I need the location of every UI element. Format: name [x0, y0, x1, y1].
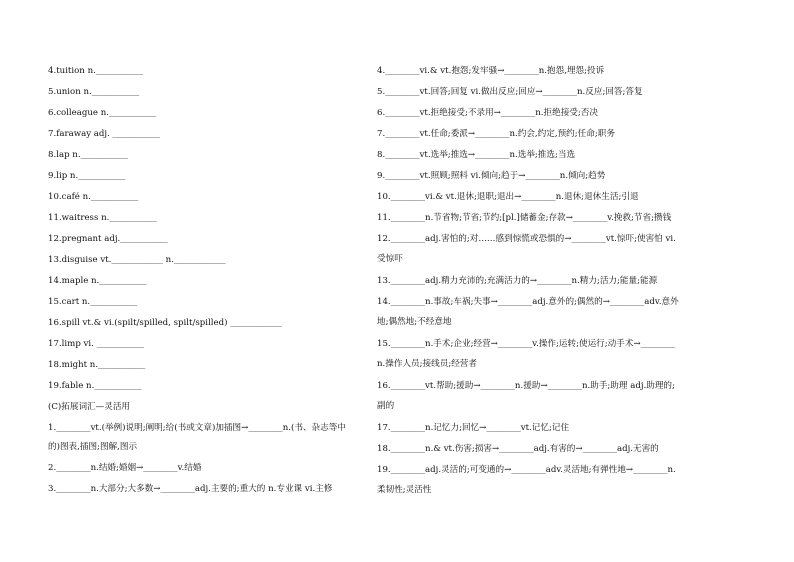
expand-item-r19: 19.________adj.灵活的;可变通的→________adv.灵活地;有弹性地→________n. — [377, 465, 676, 475]
vocab-item-10: 10.café n.___________ — [48, 192, 139, 202]
vocab-item-12: 12.pregnant adj.___________ — [48, 234, 168, 244]
vocab-item-5: 5.union n.___________ — [48, 87, 139, 97]
expand-item-r8: 8.________vt.选举;推选→________n.选举;推选;当选 — [377, 150, 576, 160]
expand-item-r17: 17.________n.记忆力;回忆→________vt.记忆;记住 — [377, 423, 570, 433]
expand-item-r14-cont: 地;偶然地;不经意地 — [377, 317, 452, 327]
expand-item-r9: 9.________vt.照顾;照料 vi.倾向;趋于→________n.倾向;趋势 — [377, 171, 606, 181]
vocab-item-18: 18.might n.___________ — [48, 360, 146, 370]
expand-item-r7: 7.________vt.任命;委派→________n.约会,约定,预约;任命;职务 — [377, 129, 615, 139]
expand-item-r16: 16.________vt.帮助;援助→________n.援助→________n.助手;助理 adj.助理的; — [377, 381, 675, 391]
expand-item-r4: 4.________vi.& vt.抱怨;发牢骚→________n.抱怨,埋怨;投诉 — [377, 66, 605, 76]
expand-item-r14: 14.________n.事故;车祸;失事→________adj.意外的;偶然的→________adv.意外 — [377, 297, 679, 307]
expand-item-r16-cont: 副的 — [377, 401, 395, 411]
vocab-item-4: 4.tuition n.___________ — [48, 66, 144, 76]
expand-item-r12-cont: 受惊吓 — [377, 254, 403, 264]
expand-item-r13: 13.________adj.精力充沛的;充满活力的→________n.精力;活力;能量;能源 — [377, 276, 658, 286]
vocab-item-13: 13.disguise vt.____________ n.____________ — [48, 255, 226, 265]
expand-item-1: 1.________vt.(举例)说明;阐明;给(书或文章)加插图→________n.(书、杂志等中 — [48, 423, 346, 433]
expand-item-2: 2.________n.结婚;婚姻→________v.结婚 — [48, 463, 202, 473]
vocab-item-6: 6.colleague n.___________ — [48, 108, 157, 118]
vocab-item-11: 11.waitress n.___________ — [48, 213, 157, 223]
vocab-item-14: 14.maple n.___________ — [48, 276, 147, 286]
expand-item-3: 3.________n.大部分;大多数→________adj.主要的;重大的 n.专业课 vi.主修 — [48, 484, 333, 494]
expand-item-r15: 15.________n.手术;企业;经营→________v.操作;运转;使运行;动手术→________ — [377, 339, 676, 349]
vocab-item-16: 16.spill vt.& vi.(spilt/spilled, spilt/spilled) ____________ — [48, 318, 282, 328]
vocab-item-7: 7.faraway adj. ___________ — [48, 129, 160, 139]
vocab-item-9: 9.lip n.___________ — [48, 171, 126, 181]
expand-item-r19-cont: 柔韧性;灵活性 — [377, 485, 432, 495]
vocab-item-19: 19.fable n.___________ — [48, 381, 142, 391]
expand-item-r15-cont: n.操作人员;接线员;经营者 — [377, 359, 477, 369]
expand-item-r6: 6.________vt.拒绝接受;不录用→________n.拒绝接受;否决 — [377, 108, 598, 118]
expand-item-1-cont: 的)图表,插图;图解,图示 — [48, 442, 138, 452]
vocab-item-15: 15.cart n.___________ — [48, 297, 138, 307]
vocab-item-8: 8.lap n.___________ — [48, 150, 128, 160]
expand-item-r18: 18.________n.& vt.伤害;损害→________adj.有害的→________adj.无害的 — [377, 444, 659, 454]
expand-item-r11: 11.________n.节省物;节省;节约;[pl.]储蓄金;存款→________v.挽救;节省;攒钱 — [377, 213, 672, 223]
expand-item-r5: 5.________vt.回答;回复 vi.做出反应;回应→________n.反应;回答;答复 — [377, 87, 643, 97]
expand-item-r10: 10.________vi.& vt.退休;退职;退出→________n.退休;退休生活;引退 — [377, 192, 639, 202]
section-heading: (C)拓展词汇—灵活用 — [48, 402, 131, 412]
vocab-item-17: 17.limp vi. ___________ — [48, 339, 144, 349]
expand-item-r12: 12.________adj.害怕的;对……感到惊慌或恐惧的→________vt.惊吓;使害怕 vi. — [377, 234, 676, 244]
